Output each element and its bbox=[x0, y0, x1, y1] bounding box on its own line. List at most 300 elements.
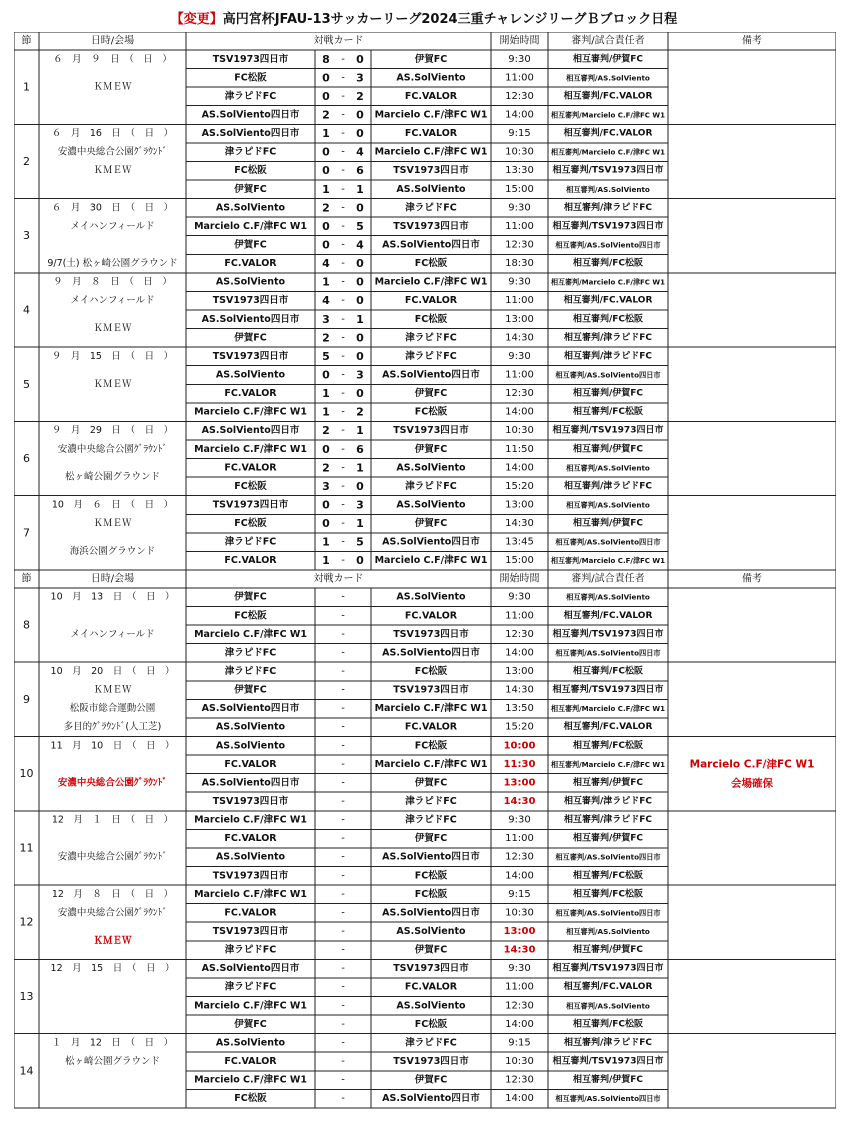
score-separator: - bbox=[341, 555, 345, 567]
home-score: 1 bbox=[322, 387, 330, 401]
score-separator: - bbox=[341, 1037, 345, 1049]
venue-name: ＫＭＥＷ bbox=[93, 165, 132, 177]
round-number: 6 bbox=[23, 452, 30, 466]
score-separator: - bbox=[341, 851, 345, 863]
kickoff-time: 9:30 bbox=[508, 591, 531, 603]
away-team: 津ラピドFC bbox=[405, 350, 457, 362]
header-start-time: 開始時間 bbox=[499, 35, 540, 47]
home-score: 1 bbox=[322, 182, 330, 196]
referee-assignment: 相互審判/AS.SolViento四日市 bbox=[555, 240, 661, 250]
away-team: 津ラピドFC bbox=[405, 480, 457, 492]
away-score: 6 bbox=[356, 164, 364, 178]
schedule-table bbox=[14, 32, 836, 1112]
kickoff-time: 14:00 bbox=[505, 1093, 534, 1105]
home-score: 2 bbox=[322, 461, 330, 475]
kickoff-time: 14:00 bbox=[505, 406, 534, 418]
referee-assignment: 相互審判/TSV1973四日市 bbox=[552, 425, 664, 436]
kickoff-time: 11:00 bbox=[505, 220, 534, 232]
referee-assignment: 相互審判/AS.SolViento bbox=[566, 592, 650, 602]
away-team: AS.SolViento bbox=[396, 183, 466, 195]
kickoff-time: 9:30 bbox=[508, 53, 531, 65]
home-score: 0 bbox=[322, 238, 330, 252]
referee-assignment: 相互審判/津ラピドFC bbox=[563, 1037, 653, 1048]
home-score: 0 bbox=[322, 442, 330, 456]
score-separator: - bbox=[341, 758, 345, 770]
score-separator: - bbox=[341, 796, 345, 808]
referee-assignment: 相互審判/AS.SolViento bbox=[566, 73, 650, 83]
away-team: FC.VALOR bbox=[404, 90, 458, 102]
away-team: TSV1973四日市 bbox=[393, 684, 469, 696]
title-text: 高円宮杯JFAU-13サッカーリーグ2024三重チャレンジリーグＢブロック日程 bbox=[222, 12, 678, 27]
score-separator: - bbox=[341, 926, 345, 938]
kickoff-time: 12:30 bbox=[505, 1074, 534, 1086]
away-score: 0 bbox=[356, 257, 364, 271]
score-separator: - bbox=[341, 1055, 345, 1067]
referee-assignment: 相互審判/津ラピドFC bbox=[563, 351, 653, 362]
away-team: FC松阪 bbox=[414, 666, 448, 678]
referee-assignment: 相互審判/TSV1973四日市 bbox=[552, 685, 664, 696]
score-separator: - bbox=[341, 981, 345, 993]
away-team: FC松阪 bbox=[414, 258, 448, 270]
away-team: AS.SolViento四日市 bbox=[382, 907, 480, 919]
round-number: 7 bbox=[23, 526, 30, 540]
away-team: FC.VALOR bbox=[404, 128, 458, 140]
kickoff-time: 14:30 bbox=[503, 944, 536, 956]
away-team: FC松阪 bbox=[414, 870, 448, 882]
match-date: １ 月 12 日 （ 日 ） bbox=[51, 1037, 174, 1049]
away-score: 3 bbox=[356, 498, 364, 512]
kickoff-time: 14:30 bbox=[505, 332, 534, 344]
home-team: TSV1973四日市 bbox=[212, 295, 289, 307]
match-date: ６ 月 30 日 （ 日 ） bbox=[51, 202, 174, 214]
kickoff-time: 13:30 bbox=[505, 165, 534, 177]
match-date: 11 月 10 日 （ 日 ） bbox=[50, 740, 175, 752]
score-separator: - bbox=[341, 777, 345, 789]
score-separator: - bbox=[341, 53, 345, 65]
referee-assignment: 相互審判/Marcielo C.F/津FC W1 bbox=[551, 277, 665, 287]
home-team: Marcielo C.F/津FC W1 bbox=[194, 888, 307, 900]
referee-assignment: 相互審判/AS.SolViento四日市 bbox=[555, 648, 661, 658]
kickoff-time: 9:15 bbox=[508, 1037, 531, 1049]
kickoff-time: 14:00 bbox=[505, 1018, 534, 1030]
home-team: FC松阪 bbox=[234, 518, 267, 530]
away-team: Marcielo C.F/津FC W1 bbox=[374, 146, 488, 158]
referee-assignment: 相互審判/津ラピドFC bbox=[563, 202, 653, 213]
home-score: 0 bbox=[322, 145, 330, 159]
home-team: FC.VALOR bbox=[224, 462, 277, 474]
score-separator: - bbox=[341, 183, 345, 195]
score-separator: - bbox=[341, 109, 345, 121]
score-separator: - bbox=[341, 443, 345, 455]
kickoff-time: 13:45 bbox=[505, 536, 534, 548]
kickoff-time: 15:20 bbox=[505, 480, 534, 492]
venue-name: メイハンフィールド bbox=[70, 628, 155, 640]
home-score: 2 bbox=[322, 424, 330, 438]
home-team: AS.SolViento bbox=[215, 202, 286, 214]
referee-assignment: 相互審判/津ラピドFC bbox=[563, 815, 653, 826]
score-separator: - bbox=[341, 536, 345, 548]
away-score: 3 bbox=[356, 71, 364, 85]
kickoff-time: 14:00 bbox=[505, 870, 534, 882]
kickoff-time: 11:00 bbox=[505, 610, 534, 622]
score-separator: - bbox=[341, 647, 345, 659]
home-score: 2 bbox=[322, 201, 330, 215]
home-score: 0 bbox=[322, 498, 330, 512]
away-score: 1 bbox=[356, 517, 364, 531]
match-date: 12 月 １ 日 （ 日 ） bbox=[51, 814, 174, 826]
venue-name: 安濃中央総合公園ｸﾞﾗｳﾝﾄﾞ bbox=[57, 907, 168, 919]
away-team: 伊賀FC bbox=[414, 777, 448, 789]
venue-name: ＫＭＥＷ bbox=[93, 935, 132, 947]
away-score: 0 bbox=[356, 554, 364, 568]
away-team: 伊賀FC bbox=[414, 1074, 448, 1086]
kickoff-time: 14:30 bbox=[503, 796, 536, 808]
away-team: FC松阪 bbox=[414, 888, 448, 900]
away-score: 0 bbox=[356, 331, 364, 345]
kickoff-time: 9:30 bbox=[508, 202, 531, 214]
away-score: 0 bbox=[356, 52, 364, 66]
round-number: 10 bbox=[19, 767, 34, 781]
kickoff-time: 10:30 bbox=[505, 907, 534, 919]
match-date: 10 月 ６ 日 （ 日 ） bbox=[51, 499, 174, 511]
venue-name: ＫＭＥＷ bbox=[93, 378, 132, 390]
away-score: 4 bbox=[356, 145, 364, 159]
match-date: ９ 月 29 日 （ 日 ） bbox=[51, 425, 174, 437]
kickoff-time: 15:00 bbox=[505, 555, 534, 567]
kickoff-time: 9:30 bbox=[508, 276, 531, 288]
away-team: FC松阪 bbox=[414, 406, 448, 418]
away-team: TSV1973四日市 bbox=[393, 220, 469, 232]
venue-name: 安濃中央総合公園ｸﾞﾗｳﾝﾄﾞ bbox=[57, 777, 168, 789]
header-notes: 備考 bbox=[742, 35, 762, 47]
score-separator: - bbox=[341, 239, 345, 251]
home-score: 1 bbox=[322, 275, 330, 289]
score-separator: - bbox=[341, 1074, 345, 1086]
kickoff-time: 9:30 bbox=[508, 350, 531, 362]
header-referee: 審判/試合責任者 bbox=[571, 35, 645, 47]
score-separator: - bbox=[341, 1000, 345, 1012]
kickoff-time: 13:00 bbox=[505, 313, 534, 325]
kickoff-time: 15:20 bbox=[505, 721, 534, 733]
score-separator: - bbox=[341, 128, 345, 140]
referee-assignment: 相互審判/TSV1973四日市 bbox=[552, 1056, 664, 1067]
away-team: 伊賀FC bbox=[414, 443, 448, 455]
kickoff-time: 11:50 bbox=[505, 443, 534, 455]
home-team: 伊賀FC bbox=[234, 239, 267, 251]
kickoff-time: 10:30 bbox=[505, 425, 534, 437]
away-score: 0 bbox=[356, 349, 364, 363]
home-team: AS.SolViento四日市 bbox=[201, 128, 300, 140]
away-score: 0 bbox=[356, 294, 364, 308]
home-team: Marcielo C.F/津FC W1 bbox=[194, 443, 307, 455]
home-team: FC.VALOR bbox=[224, 1055, 277, 1067]
referee-assignment: 相互審判/FC.VALOR bbox=[563, 91, 653, 102]
round-number: 14 bbox=[19, 1064, 34, 1078]
referee-assignment: 相互審判/Marcielo C.F/津FC W1 bbox=[551, 759, 665, 769]
kickoff-time: 14:30 bbox=[505, 518, 534, 530]
away-score: 0 bbox=[356, 275, 364, 289]
score-separator: - bbox=[341, 963, 345, 975]
away-team: 津ラピドFC bbox=[405, 796, 457, 808]
away-team: AS.SolViento bbox=[396, 1000, 466, 1012]
away-team: 伊賀FC bbox=[414, 944, 448, 956]
away-score: 0 bbox=[356, 108, 364, 122]
away-score: 3 bbox=[356, 368, 364, 382]
home-team: TSV1973四日市 bbox=[212, 53, 289, 65]
home-team: FC松阪 bbox=[234, 165, 267, 177]
referee-assignment: 相互審判/AS.SolViento四日市 bbox=[555, 1094, 661, 1104]
referee-assignment: 相互審判/Marcielo C.F/津FC W1 bbox=[551, 704, 665, 714]
referee-assignment: 相互審判/津ラピドFC bbox=[563, 481, 653, 492]
home-team: 津ラピドFC bbox=[224, 666, 277, 678]
home-team: Marcielo C.F/津FC W1 bbox=[194, 814, 307, 826]
match-date: ６ 月 ９ 日 （ 日 ） bbox=[53, 53, 172, 65]
score-separator: - bbox=[341, 406, 345, 418]
referee-assignment: 相互審判/AS.SolViento四日市 bbox=[555, 370, 661, 380]
away-team: AS.SolViento四日市 bbox=[382, 851, 480, 863]
kickoff-time: 13:50 bbox=[505, 703, 534, 715]
kickoff-time: 12:30 bbox=[505, 239, 534, 251]
home-score: 2 bbox=[322, 331, 330, 345]
home-score: 5 bbox=[322, 349, 330, 363]
referee-assignment: 相互審判/FC松阪 bbox=[572, 407, 644, 418]
venue-name: ＫＭＥＷ bbox=[93, 323, 132, 335]
home-team: 津ラピドFC bbox=[224, 146, 277, 158]
score-separator: - bbox=[341, 610, 345, 622]
round-number: 4 bbox=[23, 303, 30, 317]
referee-assignment: 相互審判/伊賀FC bbox=[572, 1075, 644, 1086]
score-separator: - bbox=[341, 703, 345, 715]
home-team: Marcielo C.F/津FC W1 bbox=[194, 628, 307, 640]
away-team: TSV1973四日市 bbox=[393, 165, 469, 177]
score-separator: - bbox=[341, 276, 345, 288]
away-score: 0 bbox=[356, 387, 364, 401]
venue-name: ＫＭＥＷ bbox=[93, 684, 132, 696]
home-team: 伊賀FC bbox=[234, 1018, 267, 1030]
home-team: AS.SolViento四日市 bbox=[201, 963, 300, 975]
referee-assignment: 相互審判/FC松阪 bbox=[572, 1019, 644, 1030]
away-team: AS.SolViento四日市 bbox=[382, 536, 480, 548]
away-team: 伊賀FC bbox=[414, 53, 448, 65]
home-score: 8 bbox=[322, 52, 330, 66]
referee-assignment: 相互審判/Marcielo C.F/津FC W1 bbox=[551, 110, 665, 120]
away-score: 5 bbox=[356, 219, 364, 233]
away-team: FC.VALOR bbox=[404, 721, 458, 733]
away-score: 2 bbox=[356, 89, 364, 103]
page-title bbox=[0, 8, 848, 27]
referee-assignment: 相互審判/TSV1973四日市 bbox=[552, 963, 664, 974]
venue-name: メイハンフィールド bbox=[70, 295, 155, 307]
score-separator: - bbox=[341, 628, 345, 640]
score-separator: - bbox=[341, 814, 345, 826]
away-score: 0 bbox=[356, 127, 364, 141]
score-separator: - bbox=[341, 944, 345, 956]
kickoff-time: 15:00 bbox=[505, 183, 534, 195]
kickoff-time: 9:15 bbox=[508, 888, 531, 900]
home-score: 1 bbox=[322, 127, 330, 141]
away-score: 6 bbox=[356, 442, 364, 456]
referee-assignment: 相互審判/伊賀FC bbox=[572, 54, 644, 65]
score-separator: - bbox=[341, 332, 345, 344]
kickoff-time: 9:15 bbox=[508, 128, 531, 140]
referee-assignment: 相互審判/Marcielo C.F/津FC W1 bbox=[551, 556, 665, 566]
match-date: 10 月 20 日 （ 日 ） bbox=[50, 666, 175, 678]
kickoff-time: 9:30 bbox=[508, 963, 531, 975]
away-team: AS.SolViento bbox=[396, 926, 466, 938]
away-score: 0 bbox=[356, 201, 364, 215]
score-separator: - bbox=[341, 388, 345, 400]
venue-name: 松ヶ崎公園グラウンド bbox=[64, 1055, 161, 1067]
kickoff-time: 11:00 bbox=[505, 72, 534, 84]
referee-assignment: 相互審判/伊賀FC bbox=[572, 833, 644, 844]
kickoff-time: 10:30 bbox=[505, 1055, 534, 1067]
score-separator: - bbox=[341, 870, 345, 882]
venue-name: 安濃中央総合公園ｸﾞﾗｳﾝﾄﾞ bbox=[57, 851, 168, 863]
kickoff-time: 14:00 bbox=[505, 109, 534, 121]
referee-assignment: 相互審判/津ラピドFC bbox=[563, 332, 653, 343]
score-separator: - bbox=[341, 480, 345, 492]
kickoff-time: 18:30 bbox=[505, 258, 534, 270]
home-team: AS.SolViento bbox=[215, 721, 286, 733]
score-separator: - bbox=[341, 591, 345, 603]
away-team: AS.SolViento四日市 bbox=[382, 369, 480, 381]
away-team: TSV1973四日市 bbox=[393, 963, 469, 975]
away-team: 津ラピドFC bbox=[405, 814, 457, 826]
home-score: 0 bbox=[322, 89, 330, 103]
away-team: TSV1973四日市 bbox=[393, 425, 469, 437]
home-team: AS.SolViento bbox=[215, 851, 286, 863]
venue-name: 海浜公園グラウンド bbox=[69, 545, 156, 557]
match-date: ６ 月 16 日 （ 日 ） bbox=[51, 128, 174, 140]
home-score: 2 bbox=[322, 108, 330, 122]
header-matchup: 対戦カード bbox=[313, 573, 364, 585]
venue-name: 松阪市総合運動公園 bbox=[69, 703, 156, 715]
venue-name: 安濃中央総合公園ｸﾞﾗｳﾝﾄﾞ bbox=[57, 146, 168, 158]
home-score: 3 bbox=[322, 479, 330, 493]
home-score: 0 bbox=[322, 164, 330, 178]
home-score: 1 bbox=[322, 535, 330, 549]
score-separator: - bbox=[341, 888, 345, 900]
score-separator: - bbox=[341, 146, 345, 158]
referee-assignment: 相互審判/FC松阪 bbox=[572, 889, 644, 900]
score-separator: - bbox=[341, 350, 345, 362]
score-separator: - bbox=[341, 833, 345, 845]
referee-assignment: 相互審判/AS.SolViento bbox=[566, 184, 650, 194]
away-team: AS.SolViento bbox=[396, 462, 466, 474]
kickoff-time: 11:00 bbox=[505, 369, 534, 381]
referee-assignment: 相互審判/AS.SolViento四日市 bbox=[555, 537, 661, 547]
kickoff-time: 13:00 bbox=[503, 777, 536, 789]
score-separator: - bbox=[341, 72, 345, 84]
header-referee: 審判/試合責任者 bbox=[571, 573, 645, 585]
kickoff-time: 13:00 bbox=[503, 926, 536, 938]
home-score: 4 bbox=[322, 257, 330, 271]
away-score: 1 bbox=[356, 461, 364, 475]
referee-assignment: 相互審判/FC.VALOR bbox=[563, 982, 653, 993]
kickoff-time: 13:00 bbox=[505, 666, 534, 678]
away-team: 津ラピドFC bbox=[405, 202, 457, 214]
home-score: 0 bbox=[322, 368, 330, 382]
header-matchup: 対戦カード bbox=[313, 35, 364, 47]
referee-assignment: 相互審判/TSV1973四日市 bbox=[552, 165, 664, 176]
venue-name: 安濃中央総合公園ｸﾞﾗｳﾝﾄﾞ bbox=[57, 443, 168, 455]
home-team: TSV1973四日市 bbox=[212, 796, 289, 808]
round-number: 13 bbox=[19, 990, 34, 1003]
round-number: 12 bbox=[19, 915, 34, 929]
referee-assignment: 相互審判/伊賀FC bbox=[572, 518, 644, 529]
home-team: Marcielo C.F/津FC W1 bbox=[194, 406, 307, 418]
header-start-time: 開始時間 bbox=[499, 573, 540, 585]
home-team: AS.SolViento四日市 bbox=[201, 313, 300, 325]
home-team: FC松阪 bbox=[234, 480, 267, 492]
referee-assignment: 相互審判/TSV1973四日市 bbox=[552, 629, 664, 640]
kickoff-time: 11:00 bbox=[505, 295, 534, 307]
score-separator: - bbox=[341, 295, 345, 307]
header-round: 節 bbox=[21, 573, 32, 585]
score-separator: - bbox=[341, 740, 345, 752]
score-separator: - bbox=[341, 425, 345, 437]
away-score: 5 bbox=[356, 535, 364, 549]
away-team: FC.VALOR bbox=[404, 295, 458, 307]
kickoff-time: 14:00 bbox=[505, 462, 534, 474]
referee-assignment: 相互審判/TSV1973四日市 bbox=[552, 221, 664, 232]
home-team: 伊賀FC bbox=[234, 332, 267, 344]
note-text: 会場確保 bbox=[731, 777, 773, 790]
score-separator: - bbox=[341, 518, 345, 530]
referee-assignment: 相互審判/伊賀FC bbox=[572, 444, 644, 455]
away-team: Marcielo C.F/津FC W1 bbox=[374, 109, 488, 121]
home-team: AS.SolViento bbox=[215, 740, 286, 752]
away-team: 津ラピドFC bbox=[405, 332, 457, 344]
round-number: 8 bbox=[23, 618, 30, 632]
away-team: FC松阪 bbox=[414, 740, 448, 752]
kickoff-time: 10:00 bbox=[503, 740, 536, 752]
kickoff-time: 11:00 bbox=[505, 833, 534, 845]
home-score: 0 bbox=[322, 71, 330, 85]
referee-assignment: 相互審判/FC松阪 bbox=[572, 740, 644, 751]
away-team: AS.SolViento四日市 bbox=[382, 239, 480, 251]
away-team: Marcielo C.F/津FC W1 bbox=[374, 555, 488, 567]
home-team: FC.VALOR bbox=[224, 555, 277, 567]
referee-assignment: 相互審判/津ラピドFC bbox=[563, 796, 653, 807]
referee-assignment: 相互審判/Marcielo C.F/津FC W1 bbox=[551, 147, 665, 157]
round-number: 2 bbox=[23, 154, 30, 168]
score-separator: - bbox=[341, 666, 345, 678]
kickoff-time: 12:30 bbox=[505, 628, 534, 640]
changed-tag: 【変更】 bbox=[170, 12, 223, 27]
referee-assignment: 相互審判/AS.SolViento bbox=[566, 1001, 650, 1011]
home-team: FC.VALOR bbox=[224, 907, 277, 919]
away-score: 4 bbox=[356, 238, 364, 252]
header-date-venue: 日時/会場 bbox=[90, 35, 135, 47]
kickoff-time: 9:30 bbox=[508, 814, 531, 826]
away-team: Marcielo C.F/津FC W1 bbox=[374, 758, 488, 770]
score-separator: - bbox=[341, 258, 345, 270]
score-separator: - bbox=[341, 369, 345, 381]
home-team: 津ラピドFC bbox=[224, 981, 277, 993]
home-team: AS.SolViento bbox=[215, 1037, 286, 1049]
referee-assignment: 相互審判/AS.SolViento bbox=[566, 927, 650, 937]
score-separator: - bbox=[341, 220, 345, 232]
away-score: 0 bbox=[356, 479, 364, 493]
score-separator: - bbox=[341, 721, 345, 733]
home-score: 4 bbox=[322, 294, 330, 308]
score-separator: - bbox=[341, 313, 345, 325]
away-team: Marcielo C.F/津FC W1 bbox=[374, 703, 488, 715]
home-team: AS.SolViento bbox=[215, 369, 286, 381]
home-team: FC松阪 bbox=[234, 72, 267, 84]
home-team: Marcielo C.F/津FC W1 bbox=[194, 220, 307, 232]
